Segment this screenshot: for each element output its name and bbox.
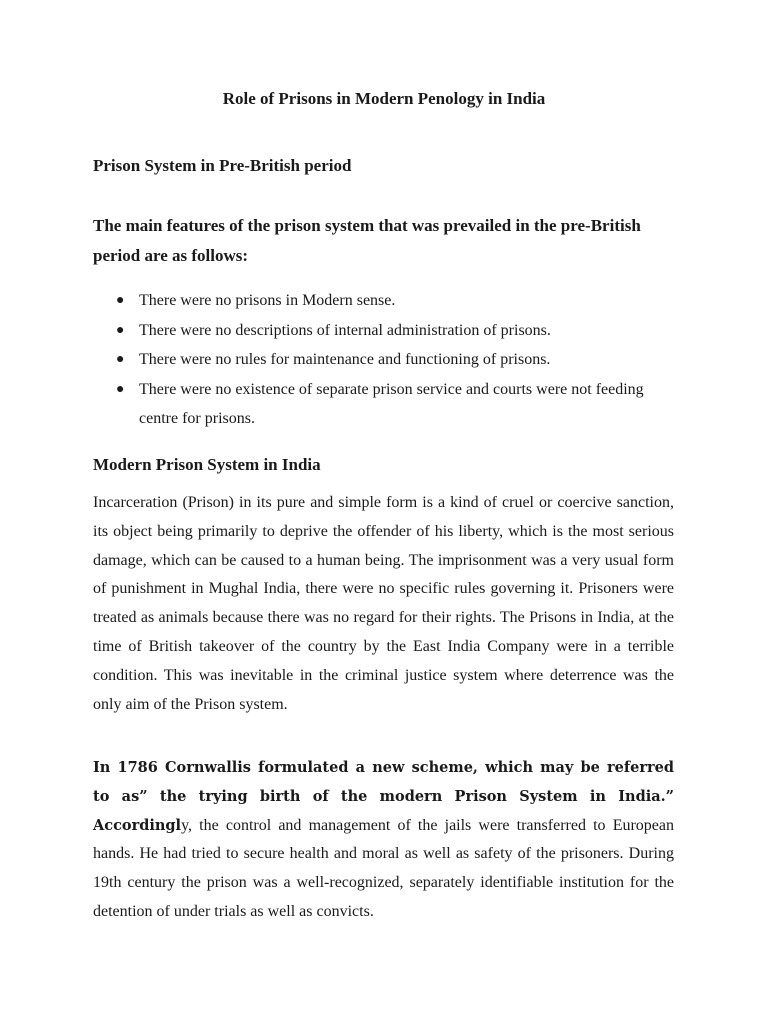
bullet-icon: ● <box>116 322 125 338</box>
paragraph-2-bold-text: In 1786 Cornwallis formulated a new scheme, which may be referred to as” the trying birth of the modern Prison System in India.” Accordingl <box>93 759 674 834</box>
intro-paragraph: The main features of the prison system that was prevailed in the pre-British period are as follows: <box>93 216 641 265</box>
list-item-text: There were no existence of separate prison service and courts were not feeding centre for prisons. <box>139 380 644 427</box>
section-heading-pre-british: Prison System in Pre-British period <box>93 156 352 175</box>
section-heading-modern: Modern Prison System in India <box>93 455 321 474</box>
features-list <box>93 286 683 434</box>
list-item-text: There were no rules for maintenance and functioning of prisons. <box>139 351 551 368</box>
body-paragraph-2 <box>93 754 674 927</box>
body-paragraph-1: Incarceration (Prison) in its pure and simple form is a kind of cruel or coercive sanction, its object being primarily to deprive the offender of his liberty, which is the most serious damage, which can be caused to a human being. The imprisonment was a very usual form of punishment in Mughal India, there were no specific rules governing it. Prisoners were treated as animals because there was no regard for their rights. The Prisons in India, at the time of British takeover of the country by the East India Company were in a terrible condition. This was inevitable in the criminal justice system where deterrence was the only aim of the Prison system. <box>93 494 674 713</box>
list-item-text: There were no prisons in Modern sense. <box>139 292 396 309</box>
paragraph-2-text: y, the control and management of the jails were transferred to European hands. He had tried to secure health and moral as well as safety of the prisoners. During 19th century the prison was a well-recognized, separately identifiable institution for the detention of under trials as well as convicts. <box>93 816 674 920</box>
bullet-icon: ● <box>116 293 125 308</box>
list-item <box>93 345 683 375</box>
list-item <box>93 316 683 346</box>
list-item-text: There were no descriptions of internal administration of prisons. <box>139 321 551 339</box>
list-item <box>93 375 683 434</box>
page-title: Role of Prisons in Modern Penology in India <box>222 89 546 108</box>
list-item <box>93 286 683 316</box>
bullet-icon: ● <box>116 352 125 367</box>
bullet-icon: ● <box>116 381 125 397</box>
